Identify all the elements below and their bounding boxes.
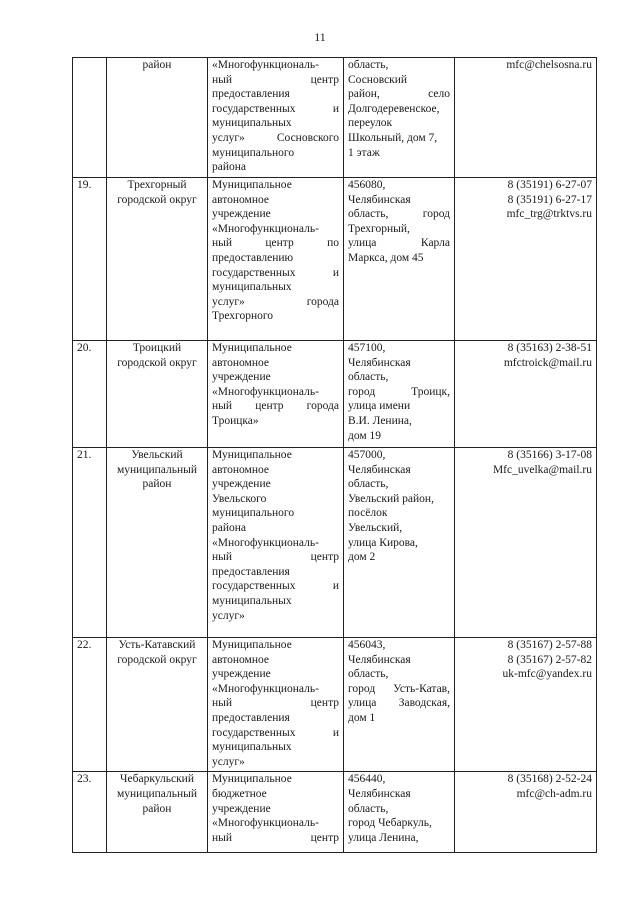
text-line: ный центр xyxy=(212,831,339,844)
area-cell xyxy=(107,772,208,853)
text-line: учреждение xyxy=(212,208,271,221)
text-line: Троицка» xyxy=(212,414,259,427)
text-line: Муниципальное xyxy=(212,639,292,651)
text-line: государственных и xyxy=(212,580,339,593)
text-line: область, xyxy=(348,478,389,491)
contact-line: 8 (35191) 6-27-17 xyxy=(507,193,592,206)
text-line: муниципальных xyxy=(212,741,292,754)
text-line: дом 19 xyxy=(348,429,382,442)
text-line: учреждение xyxy=(212,668,271,681)
text-line: ный центр xyxy=(212,551,339,564)
contacts-cell xyxy=(455,341,597,448)
table-row xyxy=(73,448,597,638)
row-number-cell xyxy=(73,58,107,178)
text-line: учреждение xyxy=(212,478,271,491)
table-row xyxy=(73,178,597,341)
text-line: «Многофункциональ- xyxy=(212,536,319,549)
text-line: район xyxy=(142,802,172,815)
contact-line: Mfc_uvelka@mail.ru xyxy=(492,463,592,476)
area-cell xyxy=(107,178,208,341)
text-line: Увельский, xyxy=(348,521,403,534)
text-line: муниципальный xyxy=(116,463,198,476)
text-line: услуг» xyxy=(212,609,245,622)
text-line: 456080, xyxy=(348,179,386,191)
text-line: автономное xyxy=(212,356,269,369)
contact-line: mfctroick@mail.ru xyxy=(503,356,592,369)
text-line: город Усть-Катав, xyxy=(348,682,450,695)
text-line: Увельский xyxy=(131,449,183,461)
text-line: «Многофункциональ- xyxy=(212,222,319,235)
row-number-cell: 21. xyxy=(73,448,107,638)
contacts-cell xyxy=(455,178,597,341)
text-line: автономное xyxy=(212,193,269,206)
row-number-cell: 19. xyxy=(73,178,107,341)
table-row xyxy=(73,341,597,448)
institution-name-cell xyxy=(208,638,344,772)
text-line: Трехгорный, xyxy=(348,222,410,235)
text-line: 457100, xyxy=(348,342,386,354)
text-line: улица Ленина, xyxy=(348,831,419,844)
text-line: ный центр города xyxy=(212,400,339,413)
address-cell xyxy=(344,772,455,853)
text-line: дом 2 xyxy=(348,551,376,564)
text-line: область, xyxy=(348,802,389,815)
text-line: город Чебаркуль, xyxy=(348,817,432,830)
address-cell xyxy=(344,178,455,341)
page-number: 11 xyxy=(314,30,326,44)
text-line: район xyxy=(142,59,172,71)
text-line: Челябинская xyxy=(348,356,411,369)
institution-name-cell xyxy=(208,772,344,853)
text-line: область, город xyxy=(348,208,450,221)
mfc-registry-table xyxy=(72,57,597,853)
institution-name-cell xyxy=(208,341,344,448)
text-line: область, xyxy=(348,59,389,71)
text-line: городской округ xyxy=(117,193,197,206)
area-cell xyxy=(107,448,208,638)
text-line: муниципальных xyxy=(212,594,292,607)
text-line: государственных и xyxy=(212,726,339,739)
text-line: услуг» Сосновского xyxy=(212,131,339,144)
text-line: предоставления xyxy=(212,88,290,101)
text-line: улица Карла xyxy=(348,237,450,250)
contacts-cell xyxy=(455,448,597,638)
text-line: услуг» xyxy=(212,755,245,768)
text-line: ный центр по xyxy=(212,237,339,250)
contact-line: uk-mfc@yandex.ru xyxy=(502,668,592,681)
text-line: Челябинская xyxy=(348,463,411,476)
text-line: Увельского xyxy=(212,492,267,505)
text-line: «Многофункциональ- xyxy=(212,385,319,398)
text-line: район, село xyxy=(348,88,450,101)
text-line: автономное xyxy=(212,653,269,666)
text-line: «Многофункциональ- xyxy=(212,817,319,830)
contacts-cell xyxy=(455,638,597,772)
text-line: 456440, xyxy=(348,773,386,786)
contact-line: 8 (35163) 2-38-51 xyxy=(507,342,592,354)
text-line: Челябинская xyxy=(348,787,411,800)
text-line: 456043, xyxy=(348,639,386,651)
contacts-cell xyxy=(455,58,597,178)
text-line: Увельский район, xyxy=(348,492,434,505)
text-line: муниципальных xyxy=(212,281,292,294)
text-line: ный центр xyxy=(212,697,339,710)
area-cell xyxy=(107,341,208,448)
text-line: область, xyxy=(348,668,389,681)
text-line: Муниципальное xyxy=(212,773,292,786)
area-cell xyxy=(107,58,208,178)
institution-name-cell xyxy=(208,178,344,341)
text-line: района xyxy=(212,161,247,174)
text-line: область, xyxy=(348,371,389,384)
table-body xyxy=(73,58,597,853)
text-line: переулок xyxy=(348,117,393,130)
address-cell xyxy=(344,448,455,638)
text-line: автономное xyxy=(212,463,269,476)
row-number-cell: 22. xyxy=(73,638,107,772)
table-row xyxy=(73,772,597,853)
row-number-cell: 23. xyxy=(73,772,107,853)
text-line: район xyxy=(142,478,172,491)
text-line: бюджетное xyxy=(212,787,267,800)
text-line: Школьный, дом 7, xyxy=(348,131,438,144)
text-line: учреждение xyxy=(212,802,271,815)
text-line: Челябинская xyxy=(348,653,411,666)
text-line: городской округ xyxy=(117,356,197,369)
contact-line: mfc_trg@trktvs.ru xyxy=(506,208,592,221)
contact-line: 8 (35168) 2-52-24 xyxy=(507,773,592,786)
address-cell xyxy=(344,58,455,178)
text-line: Чебаркульский xyxy=(120,773,194,786)
contact-line: 8 (35166) 3-17-08 xyxy=(507,449,592,461)
address-cell xyxy=(344,638,455,772)
text-line: предоставлению xyxy=(212,251,294,264)
contact-line: mfc@ch-adm.ru xyxy=(516,787,592,800)
text-line: муниципальный xyxy=(116,787,198,800)
text-line: района xyxy=(212,521,247,534)
text-line: муниципального xyxy=(212,146,295,159)
text-line: учреждение xyxy=(212,371,271,384)
contacts-cell xyxy=(455,772,597,853)
text-line: услуг» города xyxy=(212,295,339,308)
contact-line: 8 (35167) 2-57-82 xyxy=(507,653,592,666)
text-line: улица имени xyxy=(348,400,411,413)
contact-line: 8 (35191) 6-27-07 xyxy=(507,179,592,191)
table-row xyxy=(73,58,597,178)
text-line: В.И. Ленина, xyxy=(348,414,412,427)
row-number-cell: 20. xyxy=(73,341,107,448)
text-line: предоставления xyxy=(212,711,290,724)
text-line: Муниципальное xyxy=(212,179,292,191)
text-line: Муниципальное xyxy=(212,449,292,461)
text-line: муниципального xyxy=(212,507,295,520)
text-line: 457000, xyxy=(348,449,386,461)
address-cell xyxy=(344,341,455,448)
text-line: Муниципальное xyxy=(212,342,292,354)
text-line: улица Заводская, xyxy=(348,697,450,710)
text-line: улица Кирова, xyxy=(348,536,418,549)
text-line: Долгодеревенское, xyxy=(348,102,440,115)
institution-name-cell xyxy=(208,448,344,638)
contact-line: 8 (35167) 2-57-88 xyxy=(507,639,592,651)
text-line: Маркса, дом 45 xyxy=(348,251,424,264)
text-line: 1 этаж xyxy=(348,146,380,159)
text-line: посёлок xyxy=(348,507,388,520)
text-line: дом 1 xyxy=(348,711,376,724)
text-line: Трехгорный xyxy=(127,179,187,191)
text-line: Усть-Катавский xyxy=(118,639,196,651)
text-line: Троицкий xyxy=(132,342,182,354)
text-line: городской округ xyxy=(117,653,197,666)
institution-name-cell xyxy=(208,58,344,178)
contact-line: mfc@chelsosna.ru xyxy=(506,59,592,71)
area-cell xyxy=(107,638,208,772)
text-line: город Троицк, xyxy=(348,385,450,398)
text-line: государственных и xyxy=(212,102,339,115)
table-row xyxy=(73,638,597,772)
text-line: Челябинская xyxy=(348,193,411,206)
text-line: предоставления xyxy=(212,565,290,578)
text-line: ный центр xyxy=(212,73,339,86)
text-line: «Многофункциональ- xyxy=(212,682,319,695)
text-line: «Многофункциональ- xyxy=(212,59,319,71)
text-line: муниципальных xyxy=(212,117,292,130)
text-line: Сосновский xyxy=(348,73,408,86)
text-line: Трехгорного xyxy=(212,310,274,323)
text-line: государственных и xyxy=(212,266,339,279)
